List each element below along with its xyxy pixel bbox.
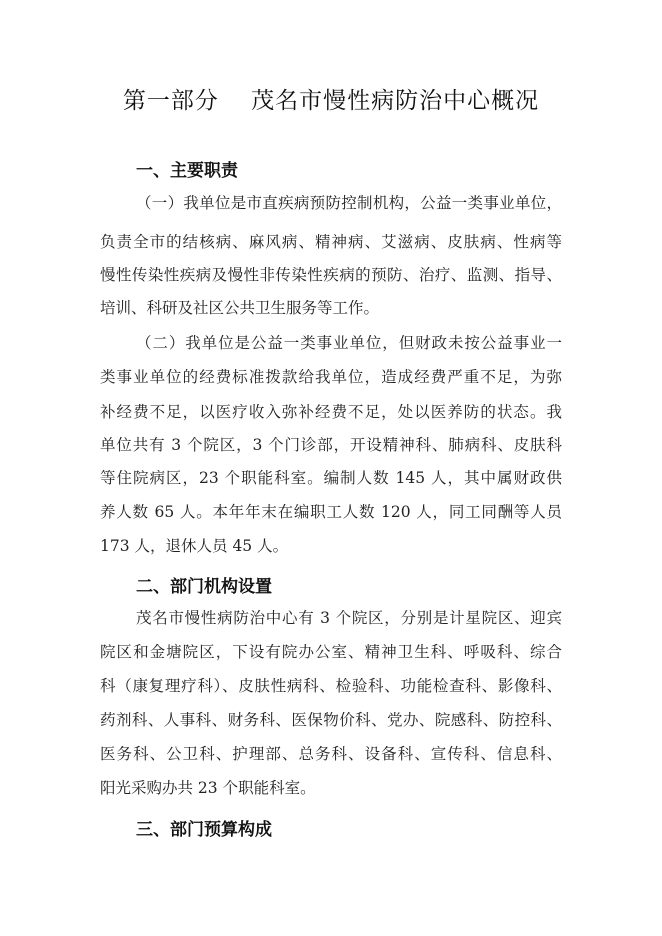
paragraph-line: 负责全市的结核病、麻风病、精神病、艾滋病、皮肤病、性病等 xyxy=(100,233,562,251)
paragraph-line: 培训、科研及社区公共卫生服务等工作。 xyxy=(100,299,380,317)
paragraph-line: 科（康复理疗科）、皮肤性病科、检验科、功能检查科、影像科、 xyxy=(100,677,562,695)
paragraph-line: 院区和金塘院区，下设有院办公室、精神卫生科、呼吸科、综合 xyxy=(100,643,562,661)
page-title: 第一部分 茂名市慢性病防治中心概况 xyxy=(122,88,540,114)
section-heading-budget: 三、部门预算构成 xyxy=(136,820,272,840)
paragraph-line: 类事业单位的经费标准拨款给我单位，造成经费严重不足，为弥 xyxy=(100,368,562,386)
paragraph-line: 茂名市慢性病防治中心有 3 个院区，分别是计星院区、迎宾 xyxy=(136,609,562,627)
section-heading-duties: 一、主要职责 xyxy=(136,161,238,181)
paragraph-line: 阳光采购办共 23 个职能科室。 xyxy=(100,779,316,797)
paragraph-line: 等住院病区，23 个职能科室。编制人数 145 人，其中属财政供 xyxy=(100,469,562,487)
paragraph-line: 补经费不足，以医疗收入弥补经费不足，处以医养防的状态。我 xyxy=(100,403,562,421)
paragraph-line: 173 人，退休人员 45 人。 xyxy=(100,537,289,555)
paragraph-line: 单位共有 3 个院区，3 个门诊部，开设精神科、肺病科、皮肤科 xyxy=(100,436,562,454)
section-heading-org-structure: 二、部门机构设置 xyxy=(136,577,272,597)
paragraph-line: 医务科、公卫科、护理部、总务科、设备科、宣传科、信息科、 xyxy=(100,745,562,763)
paragraph-line: 药剂科、人事科、财务科、医保物价科、党办、院感科、防控科、 xyxy=(100,711,562,729)
paragraph-line: （二）我单位是公益一类事业单位，但财政未按公益事业一 xyxy=(136,334,562,352)
paragraph-line: 养人数 65 人。本年年末在编职工人数 120 人，同工同酬等人员 xyxy=(100,503,562,521)
paragraph-line: 慢性传染性疾病及慢性非传染性疾病的预防、治疗、监测、指导、 xyxy=(100,266,562,284)
paragraph-line: （一）我单位是市直疾病预防控制机构，公益一类事业单位， xyxy=(136,194,562,212)
